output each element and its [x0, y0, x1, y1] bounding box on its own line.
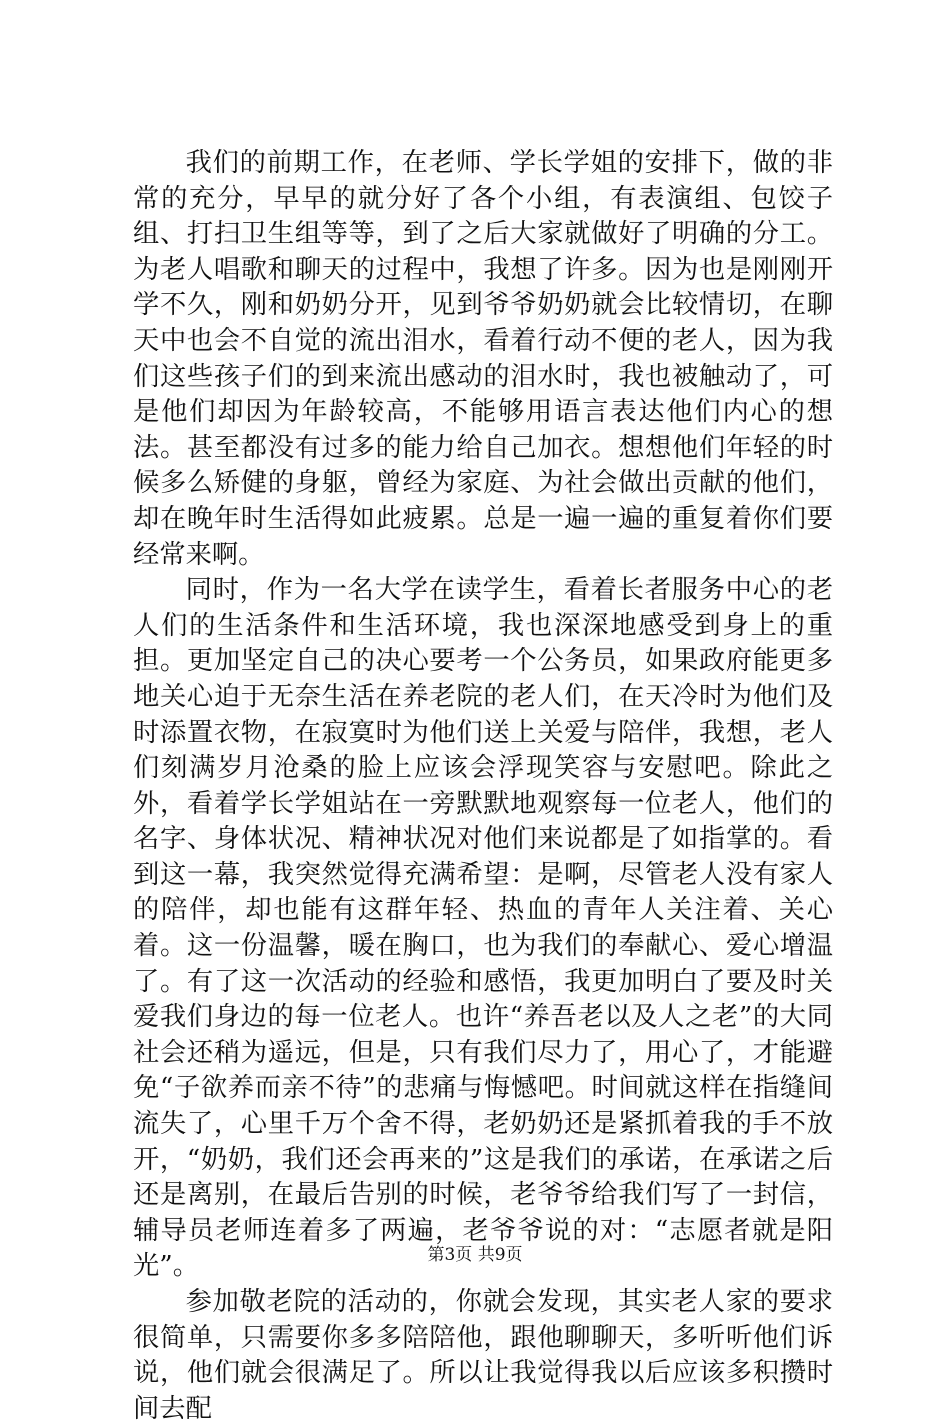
paragraph-1: 我们的前期工作，在老师、学长学姐的安排下，做的非常的充分，早早的就分好了各个小组，有表演组、包饺子组、打扫卫生组等等，到了之后大家就做好了明确的分工。为老人唱歌和聊天的过程中，我想了许多。因为也是刚刚开学不久，刚和奶奶分开，见到爷爷奶奶就会比较情切，在聊天中也会不自觉的流出泪水，看着行动不便的老人，因为我们这些孩子们的到来流出感动的泪水时，我也被触动了，可是他们却因为年龄较高，不能够用语言表达他们内心的想法。甚至都没有过多的能力给自己加衣。想想他们年轻的时候多么矫健的身躯，曾经为家庭、为社会做出贡献的他们，却在晚年时生活得如此疲累。总是一遍一遍的重复着你们要经常来啊。 — [133, 148, 833, 570]
page-number-footer: 第3页 共9页 — [427, 1245, 523, 1265]
paragraph-2: 同时，作为一名大学在读学生，看着长者服务中心的老人们的生活条件和生活环境，我也深深地感受到身上的重担。更加坚定自己的决心要考一个公务员，如果政府能更多地关心迫于无奈生活在养老院的老人们，在天冷时为他们及时添置衣物，在寂寞时为他们送上关爱与陪伴，我想，老人们刻满岁月沧桑的脸上应该会浮现笑容与安慰吧。除此之外，看着学长学姐站在一旁默默地观察每一位老人，他们的名字、身体状况、精神状况对他们来说都是了如指掌的。看到这一幕，我突然觉得充满希望：是啊，尽管老人没有家人的陪伴，却也能有这群年轻、热血的青年人关注着、关心着。这一份温馨，暖在胸口，也为我们的奉献心、爱心增温了。有了这一次活动的经验和感悟，我更加明白了要及时关爱我们身边的每一位老人。也许“养吾老以及人之老”的大同社会还稍为遥远，但是，只有我们尽力了，用心了，才能避免“子欲养而亲不待”的悲痛与悔憾吧。时间就这样在指缝间流失了，心里千万个舍不得，老奶奶还是紧抓着我的手不放开，“奶奶，我们还会再来的”这是我们的承诺，在承诺之后还是离别，在最后告别的时候，老爷爷给我们写了一封信，辅导员老师连着多了两遍，老爷爷说的对：“志愿者就是阳光”。 — [133, 575, 833, 1282]
body-text — [133, 146, 833, 1427]
paragraph-3: 参加敬老院的活动的，你就会发现，其实老人家的要求很简单，只需要你多多陪陪他，跟他聊聊天，多听听他们诉说，他们就会很满足了。所以让我觉得我以后应该多积攒时间去配 — [133, 1287, 833, 1424]
